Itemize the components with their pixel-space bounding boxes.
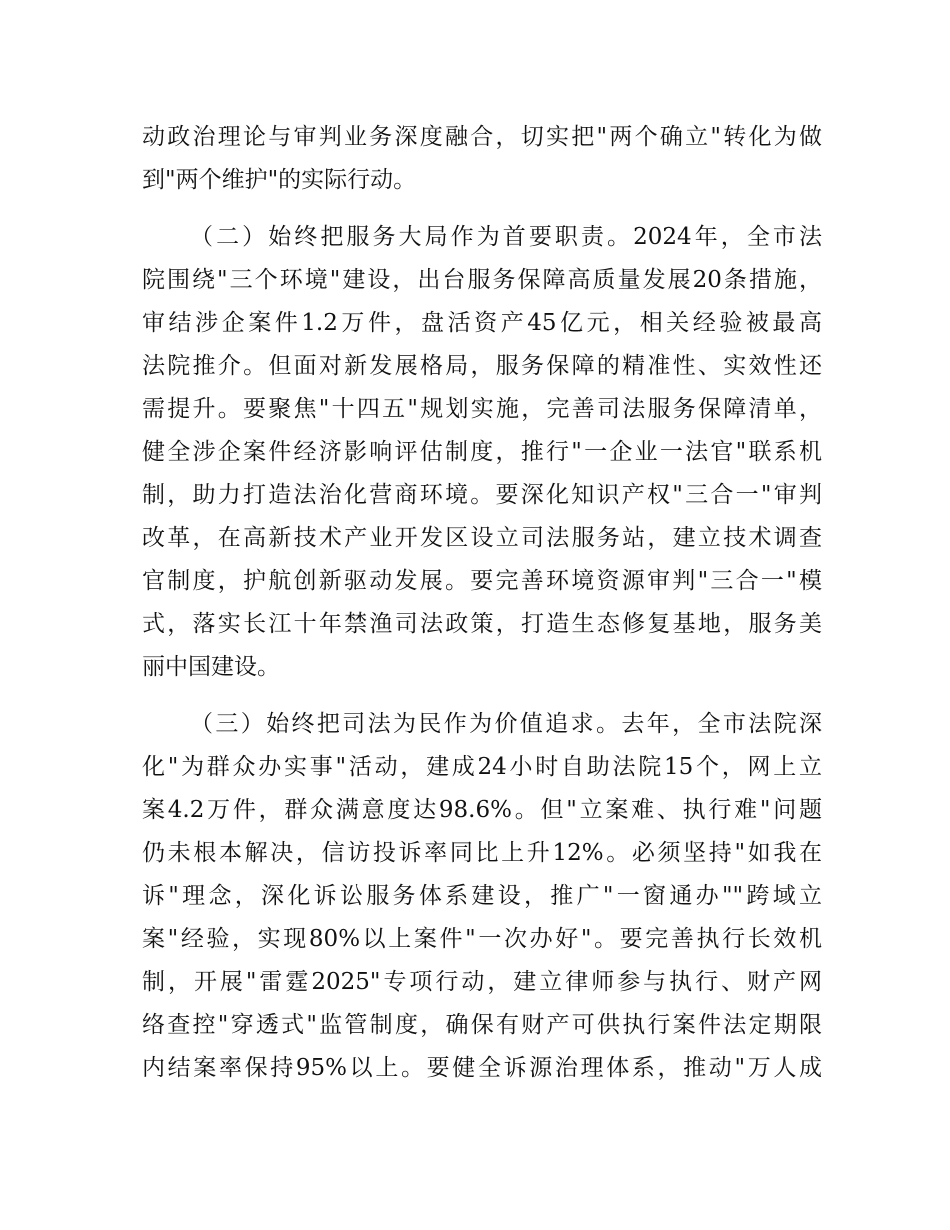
text-line: 需提升。要聚焦"十四五"规划实施，完善司法服务保障清单，: [142, 396, 822, 422]
text-line: 案"经验，实现80%以上案件"一次办好"。要完善执行长效机: [142, 926, 822, 952]
text-line: 制，开展"雷霆2025"专项行动，建立律师参与执行、财产网: [142, 969, 822, 995]
paragraph-first-line: （三）始终把司法为民作为价值追求。去年，全市法院深: [190, 711, 822, 737]
text-line: 络查控"穿透式"监管制度，确保有财产可供执行案件法定期限: [142, 1012, 822, 1038]
text-line: 审结涉企案件1.2万件，盘活资产45亿元，相关经验被最高: [142, 310, 822, 336]
text-line: 改革，在高新技术产业开发区设立司法服务站，建立技术调查: [142, 525, 822, 551]
text-line: 诉"理念，深化诉讼服务体系建设，推广"一窗通办""跨域立: [142, 883, 822, 909]
paragraph-first-line: （二）始终把服务大局作为首要职责。2024年，全市法: [190, 224, 822, 250]
text-line: 到"两个维护"的实际行动。: [142, 167, 417, 193]
text-line: 式，落实长江十年禁渔司法政策，打造生态修复基地，服务美: [142, 611, 822, 637]
text-line: 院围绕"三个环境"建设，出台服务保障高质量发展20条措施，: [142, 267, 822, 293]
text-line: 案4.2万件，群众满意度达98.6%。但"立案难、执行难"问题: [142, 797, 822, 823]
text-line: 健全涉企案件经济影响评估制度，推行"一企业一法官"联系机: [142, 439, 822, 465]
text-line: 官制度，护航创新驱动发展。要完善环境资源审判"三合一"模: [142, 568, 822, 594]
text-line: 仍未根本解决，信访投诉率同比上升12%。必须坚持"如我在: [142, 840, 822, 866]
text-line: 动政治理论与审判业务深度融合，切实把"两个确立"转化为做: [142, 124, 822, 150]
text-line: 内结案率保持95%以上。要健全诉源治理体系，推动"万人成: [142, 1055, 822, 1081]
text-line: 法院推介。但面对新发展格局，服务保障的精准性、实效性还: [142, 353, 822, 379]
text-line: 化"为群众办实事"活动，建成24小时自助法院15个，网上立: [142, 754, 822, 780]
text-line: 丽中国建设。: [142, 654, 280, 680]
text-line: 制，助力打造法治化营商环境。要深化知识产权"三合一"审判: [142, 482, 822, 508]
